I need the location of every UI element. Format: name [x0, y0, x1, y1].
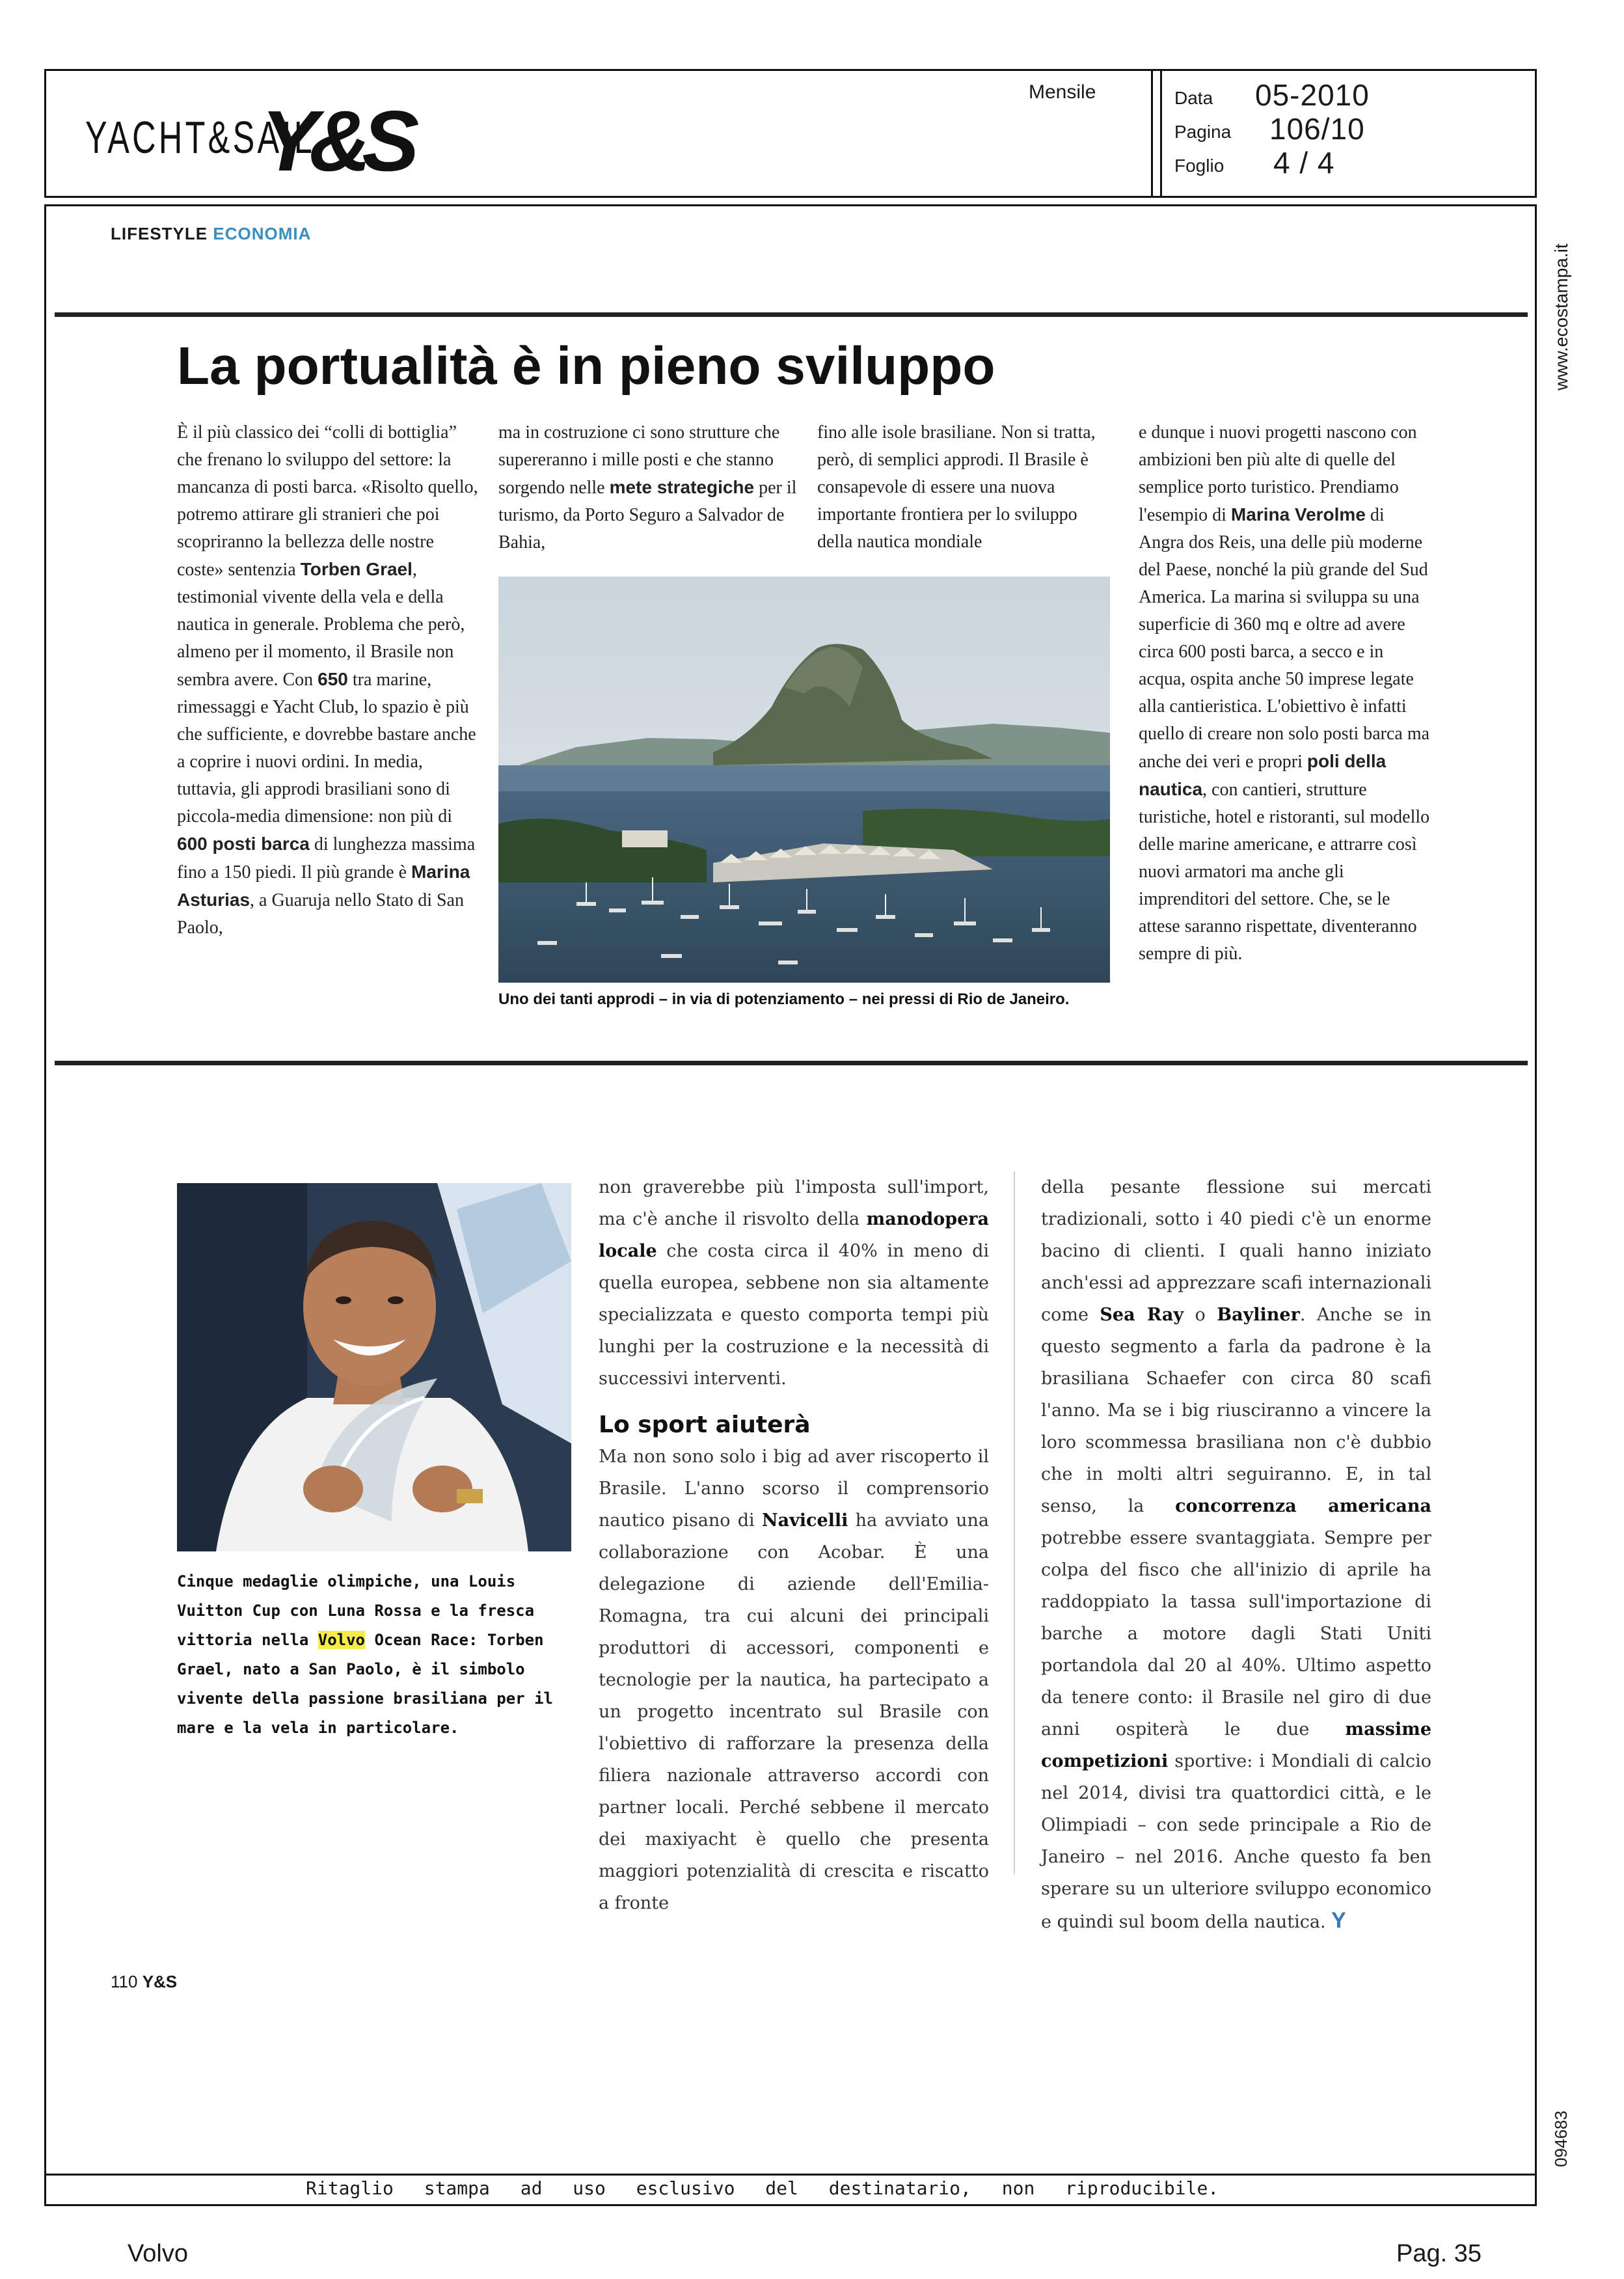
article1-column-3: fino alle isole brasiliane. Non si tratta, però, di semplici approdi. Il Brasile è consapevole di essere una nuova importante frontiera per lo sviluppo della nautica mondiale [817, 422, 1096, 552]
torben-grael-photo [177, 1183, 571, 1551]
magazine-logo-mark: Y&S [261, 93, 411, 189]
section-label [111, 224, 311, 244]
frequency-label: Mensile [1029, 81, 1096, 103]
page-number-value: 110 [111, 1972, 138, 1991]
clipping-notice: Ritaglio stampa ad uso esclusivo del destinatario, non riproducibile. [306, 2177, 1219, 2199]
section-prefix: LIFESTYLE [111, 224, 208, 243]
date-label: Data [1174, 88, 1213, 108]
clipping-code [1551, 2108, 1577, 2187]
article-end-mark: Y [1331, 1908, 1346, 1933]
source-website-text: www.ecostampa.it [1551, 243, 1571, 390]
magazine-page-number [111, 1972, 177, 1992]
article2-column-2: della pesante flessione sui mercati tradizionali, sotto i 40 piedi c'è un enorme bacino di clienti. I quali hanno iniziato anch'essi ad apprezzare scafi internazionali come Sea Ray o Bayliner. Anche se in questo segmento a farla da padrone è la brasiliana Schaefer con circa 80 scafi l'anno. Ma se i big riusciranno a vincere la loro scommessa brasiliana non c'è dubbio che in molti altri seguiranno. E, in tal senso, la concorrenza americana potrebbe essere svantaggiata. Sempre per colpa del fisco che all'inizio di aprile ha raddoppiato la tassa sull'importazione di barche a motore dagli Stati Uniti portandola dal 20 al 40%. Ultimo aspetto da tenere conto: il Brasile nel giro di due anni ospiterà le due massime competizioni sportive: i Mondiali di calcio nel 2014, divisi tra quattordici città, e le Olimpiadi – con sede principale a Rio de Janeiro – nel 2016. Anche questo fa ben sperare su un ulteriore sviluppo economico e quindi sul boom della nautica. Y [1041, 1177, 1432, 1933]
section-name: ECONOMIA [213, 224, 312, 243]
article-title: La portualità è in pieno sviluppo [177, 336, 995, 396]
header-divider [1151, 71, 1153, 196]
portrait-caption-pre: Cinque medaglie olimpiche, una Louis Vuitton Cup con Luna Rossa e la fresca vittoria nella [177, 1572, 535, 1649]
article2-subheading: Lo sport aiuterà [599, 1412, 811, 1438]
article1-column-4: e dunque i nuovi progetti nascono con ambizioni ben più alte di quelle del semplice porto turistico. Prendiamo l'esempio di Marina Verolme di Angra dos Reis, una delle più moderne del Paese, nonché la più grande del Sud America. La marina si sviluppa su una superficie di 360 mq e oltre ad avere circa 600 posti barca, a secco e in acqua, ospita anche 50 imprese legate alla cantieristica. L'obiettivo è infatti quello di creare non solo posti barca ma anche dei veri e propri poli della nautica, con cantieri, strutture turistiche, hotel e ristoranti, sul modello delle marine americane, e attrarre così nuovi armatori ma anche gli imprenditori del settore. Che, se le attese saranno rispettate, diventeranno sempre di più. [1139, 422, 1430, 964]
portrait-caption [177, 1567, 574, 1743]
document-footer-right: Pag. 35 [1396, 2240, 1482, 2267]
document-footer-left: Volvo [128, 2240, 188, 2267]
page-value: 106/10 [1269, 112, 1365, 146]
source-website [1551, 221, 1577, 390]
clipping-code-text: 094683 [1551, 2110, 1571, 2167]
portrait-caption-post: Ocean Race: Torben Grael, nato a San Paolo, è il simbolo vivente della passione brasiliana per il mare e la vela in particolare. [177, 1631, 553, 1737]
article2-column-1: non graverebbe più l'imposta sull'import, ma c'è anche il risvolto della manodopera locale che costa circa il 40% in meno di quella europea, sebbene non sia altamente specializzata e questo comporta tempi più lunghi per la costruzione e la necessità di successivi interventi. Lo sport aiuterà Ma non sono solo i big ad aver riscoperto il Brasile. L'anno scorso il comprensorio nautico pisano di Navicelli ha avviato una collaborazione con Acobar. È una delegazione di aziende dell'Emilia-Romagna, tra cui alcuni dei principali produttori di accessori, componenti e tecnologie per la nautica, ha partecipato a un progetto incentrato sul Brasile con l'obiettivo di rafforzare la presenza della filiera nazionale attraverso accordi con partner locali. Perché sebbene il mercato dei maxiyacht è quello che presenta maggiori potenzialità di crescita e riscatto a fronte [599, 1177, 989, 1913]
rio-marina-photo [498, 577, 1110, 983]
header-box [44, 69, 1537, 198]
header-divider [1160, 71, 1162, 196]
magazine-logo-text: YACHT&SAIL [85, 112, 316, 163]
section-rule [55, 312, 1528, 317]
article-divider-rule [55, 1061, 1528, 1065]
date-value: 05-2010 [1255, 78, 1370, 112]
column-divider [1014, 1171, 1015, 1874]
photo-caption: Uno dei tanti approdi – in via di potenziamento – nei pressi di Rio de Janeiro. [498, 990, 1070, 1008]
article1-column-2: ma in costruzione ci sono strutture che supereranno i mille posti e che stanno sorgendo nelle mete strategiche per il turismo, da Porto Seguro a Salvador de Bahia, [498, 422, 797, 553]
footer-line [44, 2174, 1537, 2176]
volvo-highlight: Volvo [318, 1631, 365, 1649]
sheet-value: 4 / 4 [1273, 146, 1335, 180]
article1-column-1: È il più classico dei “colli di bottiglia” che frenano lo sviluppo del settore: la mancanza di posti barca. «Risolto quello, potremo attirare gli stranieri che poi scopriranno la bellezza delle nostre coste» sentenzia Torben Grael, testimonial vivente della vela e della nautica in generale. Problema che però, almeno per il momento, il Brasile non sembra avere. Con 650 tra marine, rimessaggi e Yacht Club, lo spazio è più che sufficiente, e dovrebbe bastare anche a coprire i nuovi ordini. In media, tuttavia, gli approdi brasiliani sono di piccola-media dimensione: non più di 600 posti barca di lunghezza massima fino a 150 piedi. Il più grande è Marina Asturias, a Guaruja nello Stato di San Paolo, [177, 422, 478, 938]
page-number-brand: Y&S [142, 1972, 178, 1991]
sheet-label: Foglio [1174, 156, 1225, 176]
page-label: Pagina [1174, 122, 1232, 142]
